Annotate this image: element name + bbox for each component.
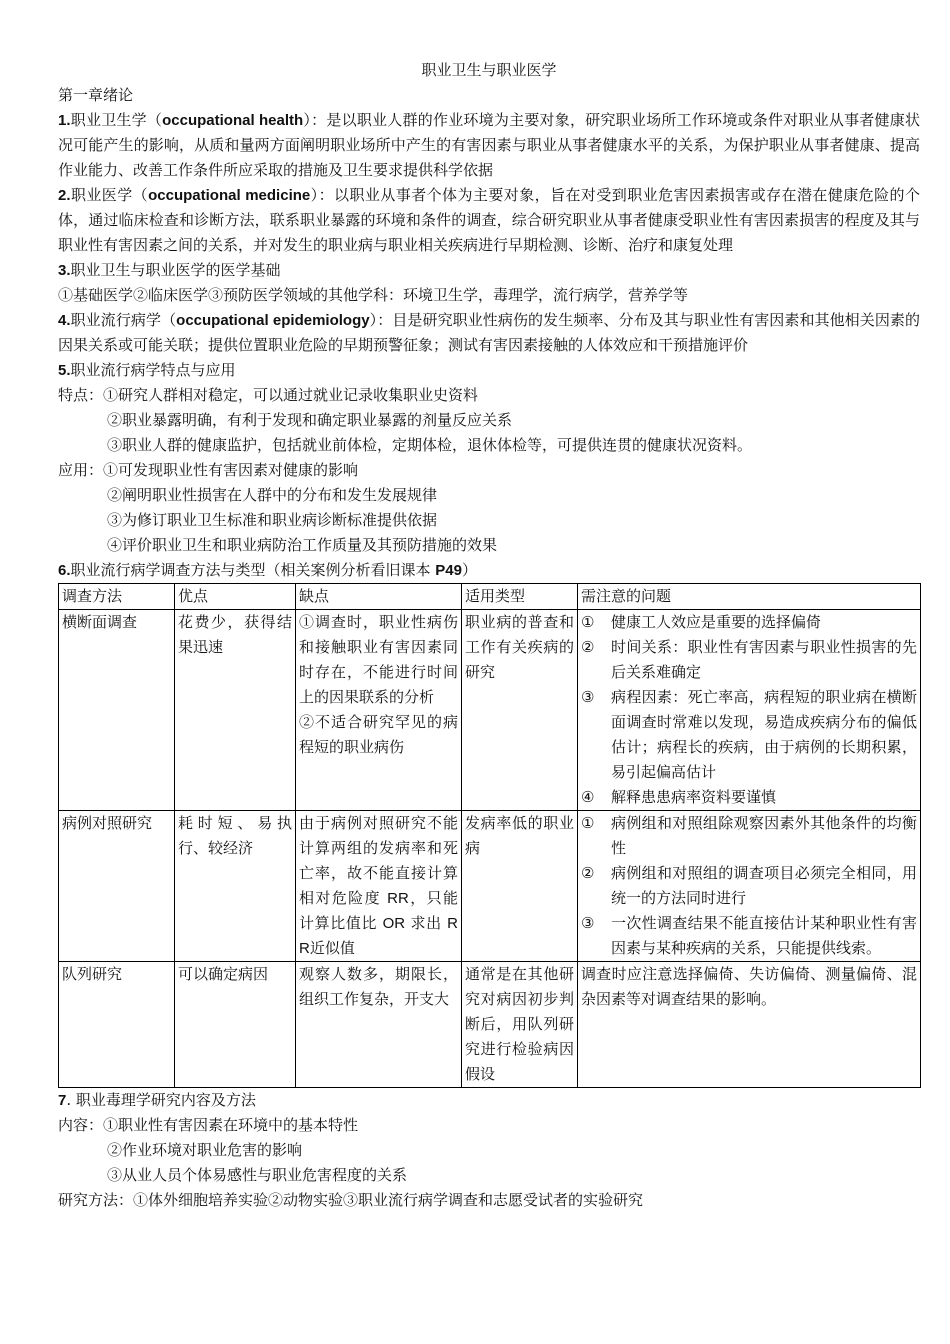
cons-abbrev-rr: RR: [299, 915, 458, 957]
cons-cell: 观察人数多，期限长，组织工作复杂，开支大: [296, 962, 462, 1088]
application-line-3: ③为修订职业卫生标准和职业病诊断标准提供依据: [107, 511, 438, 529]
type-cell: 发病率低的职业病: [462, 811, 578, 962]
table-header-cell: 优点: [175, 584, 296, 610]
survey-methods-table: [58, 583, 921, 1088]
item-7-number: 7: [58, 1092, 67, 1109]
item-4-number: 4.: [58, 312, 71, 329]
item-5-label: 职业流行病学特点与应用: [70, 361, 236, 379]
method-cell: 队列研究: [59, 962, 175, 1088]
note-text: 病程因素：死亡率高，病程短的职业病在横断面调查时常难以发现，易造成疾病分布的偏低估计；病程长的疾病，由于病例的长期积累，易引起偏高估计: [611, 688, 917, 781]
note-text: 健康工人效应是重要的选择偏倚: [611, 613, 822, 631]
table-header-cell: 适用类型: [462, 584, 578, 610]
item-6-number: 6.: [58, 562, 71, 579]
document-title: 职业卫生与职业医学: [421, 61, 557, 79]
item-3-heading: [58, 258, 920, 283]
item-2-number: 2.: [58, 187, 71, 204]
document-page: [58, 58, 920, 1213]
item-1-body: ）：是以职业人群的作业环境为主要对象，研究职业场所工作环境或条件对职业从事者健康状况可能产生的影响，从质和量两方面阐明职业场所中产生的有害因素与职业从事者健康水平的关系，为保护职业从事者健康、提高作业能力、改善工作条件所应采取的措施及卫生要求提供科学依据: [58, 111, 920, 179]
cons-cell: [296, 610, 462, 811]
item-7-heading: [58, 1088, 920, 1113]
method-cell: 横断面调查: [59, 610, 175, 811]
notes-cell: 调查时应注意选择偏倚、失访偏倚、测量偏倚、混杂因素等对调查结果的影响。: [578, 962, 921, 1088]
note-text: 病例组和对照组的调查项目必须完全相同，用统一的方法同时进行: [611, 864, 917, 907]
note-text: 一次性调查结果不能直接估计某种职业性有害因素与某种疾病的关系，只能提供线索。: [611, 914, 917, 957]
item-4-body: ）：目是研究职业性病伤的发生频率、分布及其与职业性有害因素和其他相关因素的因果关系或可能关联；提供位置职业危险的早期预警征象；测试有害因素接触的人体效应和干预措施评价: [58, 311, 920, 354]
item-6-page-ref: P49: [435, 562, 462, 579]
pros-cell: 花费少，获得结果迅速: [175, 610, 296, 811]
note-text: 解释患患病率资料要谨慎: [611, 788, 777, 806]
content-line-1: 内容：①职业性有害因素在环境中的基本特性: [58, 1116, 359, 1134]
application-line-1: 应用：①可发现职业性有害因素对健康的影响: [58, 461, 359, 479]
item-1-paragraph: [58, 108, 920, 183]
item-3-body: ①基础医学②临床医学③预防医学领域的其他学科：环境卫生学，毒理学，流行病学，营养学等: [58, 286, 689, 304]
item-6-label: 职业流行病学调查方法与类型（相关案例分析看旧课本: [70, 561, 436, 579]
table-header-cell: 调查方法: [59, 584, 175, 610]
item-1-number: 1.: [58, 112, 71, 129]
cons-item: ②不适合研究罕见的病程短的职业病伤: [299, 713, 458, 756]
pros-cell: 耗时短、易执行、较经济: [175, 811, 296, 962]
note-marker: ②: [581, 638, 595, 656]
cons-text: 由于病例对照研究不能计算两组的发病率和死亡率，故不能直接计算相对危险度: [299, 814, 458, 907]
table-header-row: [59, 584, 921, 610]
chapter-heading: 第一章绪论: [58, 86, 134, 104]
item-2-body: ）：以职业从事者个体为主要对象，旨在对受到职业危害因素损害或存在潜在健康危险的个体，通过临床检查和诊断方法，联系职业暴露的环境和条件的调查，综合研究职业从事者健康受职业性有害因素损害的程度及其与职业性有害因素之间的关系，并对发生的职业病与职业相关疾病进行早期检测、诊断、治疗和康复处理: [58, 186, 920, 254]
item-6-close: ）: [462, 561, 478, 579]
table-header-cell: 缺点: [296, 584, 462, 610]
notes-cell: [578, 811, 921, 962]
feature-line-1: 特点：①研究人群相对稳定，可以通过就业记录收集职业史资料: [58, 386, 479, 404]
item-5-number: 5.: [58, 362, 71, 379]
note-item: [581, 610, 917, 635]
item-6-heading: [58, 558, 920, 583]
note-item: [581, 635, 917, 685]
item-2-english-term: occupational medicine: [148, 187, 311, 204]
item-4-paragraph: [58, 308, 920, 358]
note-item: [581, 911, 917, 961]
item-3-label: 职业卫生与职业医学的医学基础: [70, 261, 281, 279]
cons-text: 近似值: [309, 939, 355, 957]
feature-line-3: ③职业人群的健康监护，包括就业前体检，定期体检，退休体检等，可提供连贯的健康状况资料。: [107, 436, 753, 454]
cons-text: 求出: [405, 914, 448, 932]
item-5-heading: [58, 358, 920, 383]
type-cell: 通常是在其他研究对病因初步判断后，用队列研究进行检验病因假设: [462, 962, 578, 1088]
note-item: [581, 785, 917, 810]
method-cell: 病例对照研究: [59, 811, 175, 962]
note-marker: ④: [581, 788, 595, 806]
table-row: [59, 610, 921, 811]
note-marker: ①: [581, 814, 595, 832]
cons-abbrev-or: OR: [382, 915, 406, 932]
application-line-2: ②阐明职业性损害在人群中的分布和发生发展规律: [107, 486, 438, 504]
note-item: [581, 685, 917, 785]
note-text: 病例组和对照组除观察因素外其他条件的均衡性: [611, 814, 917, 857]
table-header-cell: 需注意的问题: [578, 584, 921, 610]
application-line-4: ④评价职业卫生和职业病防治工作质量及其预防措施的效果: [107, 536, 498, 554]
note-marker: ①: [581, 613, 595, 631]
item-2-label: 职业医学（: [70, 186, 149, 204]
table-row: [59, 811, 921, 962]
pros-cell: 可以确定病因: [175, 962, 296, 1088]
cons-abbrev-rr: RR: [387, 890, 409, 907]
note-marker: ②: [581, 864, 595, 882]
note-marker: ③: [581, 914, 595, 932]
item-7-label: . 职业毒理学研究内容及方法: [66, 1091, 256, 1109]
note-item: [581, 811, 917, 861]
item-1-english-term: occupational health: [162, 112, 304, 129]
content-line-2: ②作业环境对职业危害的影响: [107, 1141, 303, 1159]
type-cell: 职业病的普查和工作有关疾病的研究: [462, 610, 578, 811]
notes-cell: [578, 610, 921, 811]
note-marker: ③: [581, 688, 595, 706]
cons-item: ①调查时，职业性病伤和接触职业有害因素同时存在，不能进行时间上的因果联系的分析: [299, 613, 458, 706]
feature-line-2: ②职业暴露明确，有利于发现和确定职业暴露的剂量反应关系: [107, 411, 513, 429]
table-row: [59, 962, 921, 1088]
research-methods-line: 研究方法：①体外细胞培养实验②动物实验③职业流行病学调查和志愿受试者的实验研究: [58, 1191, 644, 1209]
item-4-english-term: occupational epidemiology: [176, 312, 370, 329]
item-1-label: 职业卫生学（: [70, 111, 163, 129]
content-line-3: ③从业人员个体易感性与职业危害程度的关系: [107, 1166, 408, 1184]
note-item: [581, 861, 917, 911]
item-4-label: 职业流行病学（: [70, 311, 177, 329]
cons-cell: [296, 811, 462, 962]
cons-text: ，只能计算比值比: [299, 889, 458, 932]
item-2-paragraph: [58, 183, 920, 258]
note-text: 时间关系：职业性有害因素与职业性损害的先后关系难确定: [611, 638, 917, 681]
item-3-number: 3.: [58, 262, 71, 279]
